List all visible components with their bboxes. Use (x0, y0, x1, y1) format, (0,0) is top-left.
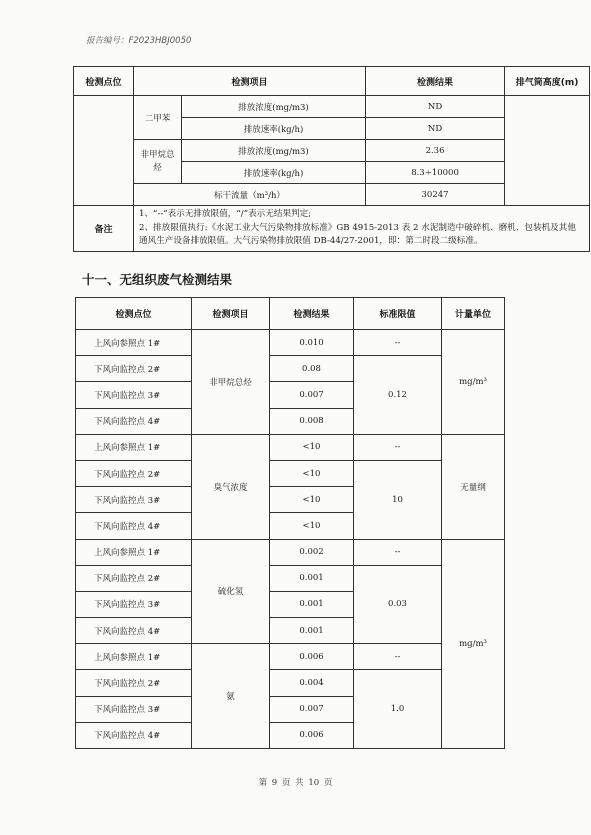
header-result: 检测结果 (366, 67, 505, 96)
point-cell: 下风向监控点 3# (76, 382, 192, 408)
limit-ref-cell: -- (354, 434, 442, 460)
point-cell: 下风向监控点 2# (76, 670, 192, 696)
unit-cell: mg/m³ (442, 539, 505, 749)
table-row (76, 644, 505, 670)
flow-value: 30247 (366, 184, 505, 206)
header-item: 检测项目 (192, 298, 270, 330)
result-cell: ND (366, 118, 505, 140)
result-cell: <10 (270, 434, 354, 460)
unit-cell: 无量纲 (442, 434, 505, 539)
header-item: 检测项目 (134, 67, 366, 96)
footer-text: 共 (295, 778, 304, 788)
page-footer (0, 776, 591, 788)
table-row (74, 96, 590, 118)
result-cell: 0.001 (270, 618, 354, 644)
result-cell: 0.001 (270, 591, 354, 617)
stack-height-cell (505, 96, 590, 206)
note-line-2: 2、排放限值执行:《水泥工业大气污染物排放标准》GB 4915-2013 表 2 水泥制造中破碎机、磨机、包装机及其他通风生产设备排放限值。大气污染物排放限值 DB-44/27-2001，即：第二时段二级标准。 (139, 222, 576, 246)
result-cell: 0.002 (270, 539, 354, 565)
limit-cell: 10 (354, 460, 442, 539)
result-cell: 0.008 (270, 408, 354, 434)
group-name: 非甲烷总烃 (134, 140, 182, 184)
point-cell: 下风向监控点 3# (76, 696, 192, 722)
header-point: 检测点位 (76, 298, 192, 330)
point-cell: 下风向监控点 3# (76, 487, 192, 513)
limit-ref-cell: -- (354, 539, 442, 565)
organized-emission-table (73, 66, 590, 252)
footer-text: 第 (258, 778, 268, 788)
result-cell: 0.004 (270, 670, 354, 696)
point-cell: 下风向监控点 4# (76, 618, 192, 644)
limit-cell: 0.12 (354, 356, 442, 435)
point-cell: 上风向参照点 1# (76, 644, 192, 670)
result-cell: 0.006 (270, 644, 354, 670)
param-cell: 排放浓度(mg/m3) (182, 140, 366, 162)
result-cell: 0.010 (270, 330, 354, 356)
result-cell: 0.007 (270, 696, 354, 722)
result-cell: 0.006 (270, 722, 354, 748)
table-row (76, 460, 505, 486)
point-cell: 下风向监控点 4# (76, 408, 192, 434)
result-cell: 8.3÷10000 (366, 162, 505, 184)
result-cell: ND (366, 96, 505, 118)
result-cell: <10 (270, 487, 354, 513)
param-cell: 排放速率(kg/h) (182, 162, 366, 184)
result-cell: 0.007 (270, 382, 354, 408)
header-point: 检测点位 (74, 67, 134, 96)
unit-cell: mg/m³ (442, 330, 505, 435)
table1-header-row (74, 67, 590, 96)
limit-ref-cell: -- (354, 644, 442, 670)
table-row (76, 330, 505, 356)
item-cell: 臭气浓度 (192, 434, 270, 539)
note-row (74, 206, 590, 252)
point-cell: 下风向监控点 3# (76, 591, 192, 617)
fugitive-emission-table (75, 297, 505, 749)
table-row (76, 434, 505, 460)
result-cell: 0.001 (270, 565, 354, 591)
table-row (76, 565, 505, 591)
result-cell: 0.08 (270, 356, 354, 382)
header-stack-height: 排气筒高度(m) (505, 67, 590, 96)
limit-ref-cell: -- (354, 330, 442, 356)
flow-label: 标干流量（m³/h） (134, 184, 366, 206)
point-cell: 下风向监控点 2# (76, 565, 192, 591)
table2-header-row (76, 298, 505, 330)
point-cell: 上风向参照点 1# (76, 330, 192, 356)
point-cell: 上风向参照点 1# (76, 434, 192, 460)
header-unit: 计量单位 (442, 298, 505, 330)
param-cell: 排放浓度(mg/m3) (182, 96, 366, 118)
item-cell: 硫化氢 (192, 539, 270, 644)
param-cell: 排放速率(kg/h) (182, 118, 366, 140)
table2-body (76, 330, 505, 749)
page-total: 10 (308, 778, 320, 788)
note-line-1: 1、“--”表示无排放限值，“/”表示无结果判定; (139, 209, 312, 219)
point-cell: 下风向监控点 4# (76, 722, 192, 748)
table-row (76, 670, 505, 696)
result-cell: <10 (270, 460, 354, 486)
note-label: 备注 (74, 206, 134, 252)
footer-text: 页 (281, 778, 291, 788)
item-cell: 氨 (192, 644, 270, 749)
header-result: 检测结果 (270, 298, 354, 330)
report-number: 报告编号：F2023HBJ0050 (86, 36, 192, 46)
point-cell: 上风向参照点 1# (76, 539, 192, 565)
footer-text: 页 (323, 778, 333, 788)
limit-cell: 0.03 (354, 565, 442, 644)
table-row (76, 356, 505, 382)
result-cell: 2.36 (366, 140, 505, 162)
point-cell: 下风向监控点 4# (76, 513, 192, 539)
item-cell: 非甲烷总烃 (192, 330, 270, 435)
point-cell: 下风向监控点 2# (76, 460, 192, 486)
header-limit: 标准限值 (354, 298, 442, 330)
limit-cell: 1.0 (354, 670, 442, 749)
note-text (134, 206, 590, 252)
table-row (76, 539, 505, 565)
point-cell (74, 96, 134, 206)
point-cell: 下风向监控点 2# (76, 356, 192, 382)
section-title: 十一、无组织废气检测结果 (82, 272, 233, 287)
page-number: 9 (271, 778, 278, 788)
group-name: 二甲苯 (134, 96, 182, 140)
result-cell: <10 (270, 513, 354, 539)
